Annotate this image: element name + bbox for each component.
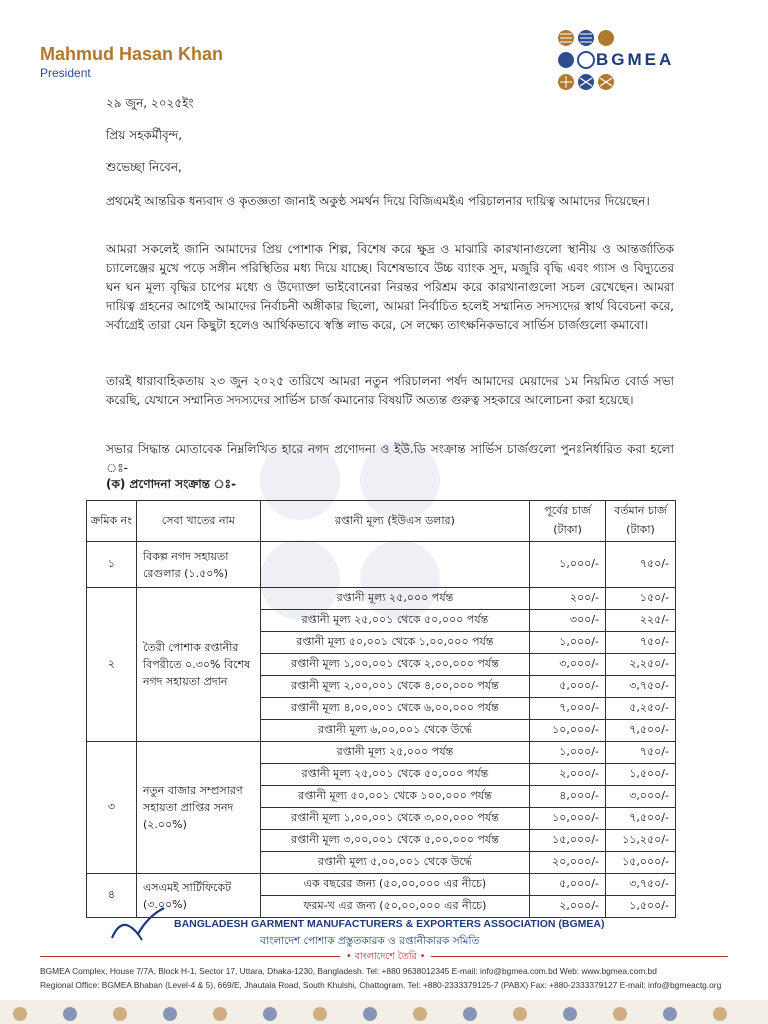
footer-tagline: • বাংলাদেশে তৈরি • [340,950,431,965]
president-name: Mahmud Hasan Khan [40,44,224,64]
letter-salutation: প্রিয় সহকর্মীবৃন্দ, [106,128,183,142]
cell-previous-charge: ২,০০০/- [530,896,606,918]
logo-wordmark: BGMEA [596,50,675,69]
cell-current-charge: ৭৫০/- [606,742,676,764]
cell-previous-charge: ৫,০০০/- [530,676,606,698]
cell-export-range: রপ্তানী মূল্য ৩,০০,০০১ থেকে ৫,০০,০০০ পর্যন্ত [260,830,529,852]
footer-feather-icon [108,904,168,944]
cell-export-range: রপ্তানী মূল্য ২৫,০০০ পর্যন্ত [260,742,529,764]
column-header-service: সেবা খাতের নাম [136,501,260,542]
cell-export-range: রপ্তানী মূল্য ২,০০,০০১ থেকে ৪,০০,০০০ পর্যন্ত [260,676,529,698]
letter-paragraph: তারই ধারাবাহিকতায় ২৩ জুন ২০২৫ তারিখে আমরা নতুন পরিচালনা পর্ষদ আমাদের মেয়াদের ১ম নিয়মিত বোর্ড সভা করেছি, যেখানে সম্মানিত সদস্যদের সার্ভিস চার্জ কমানোর বিষয়টি অত্যন্ত গুরুত্ব সহকারে আলোচনা করা হয়েছে। [106,374,674,407]
cell-service-name: তৈরী পোশাক রপ্তানীর বিপরীতে ০.৩০% বিশেষ নগদ সহায়তা প্রদান [136,588,260,742]
cell-previous-charge: ১,০০০/- [530,632,606,654]
letter-greeting: শুভেচ্ছা নিবেন, [106,160,182,174]
table-row [87,742,676,764]
table-header-row [87,501,676,542]
footer-org-name-bn: বাংলাদেশ পোশাক প্রস্তুতকারক ও রপ্তানীকারক সমিতি [260,935,480,947]
cell-export-range: রপ্তানী মূল্য ৫০,০০১ থেকে ১,০০,০০০ পর্যন্ত [260,632,529,654]
cell-previous-charge: ৩০০/- [530,610,606,632]
cell-export-range: রপ্তানী মূল্য ১,০০,০০১ থেকে ২,০০,০০০ পর্যন্ত [260,654,529,676]
cell-export-range: ফরম-খ এর জন্য (৫০,০০,০০০ এর নীচে) [260,896,529,918]
cell-current-charge: ২২৫/- [606,610,676,632]
service-charge-table [86,500,676,918]
cell-export-range: রপ্তানী মূল্য ২৫,০০০ পর্যন্ত [260,588,529,610]
cell-serial: ৪ [87,874,137,918]
cell-export-range: রপ্তানী মূল্য ২৫,০০১ থেকে ৫০,০০০ পর্যন্ত [260,610,529,632]
cell-current-charge: ৭৫০/- [606,542,676,588]
cell-current-charge: ৩,৭৫০/- [606,874,676,896]
cell-previous-charge: ১,০০০/- [530,742,606,764]
table-body [87,542,676,918]
table-row [87,542,676,588]
footer-pattern-strip [0,1000,768,1024]
column-header-serial: ক্রমিক নং [87,501,137,542]
column-header-previous-charge: পূর্বের চার্জ (টাকা) [530,501,606,542]
cell-previous-charge: ২,০০০/- [530,764,606,786]
footer-address-regional-office: Regional Office: BGMEA Bhaban (Level-4 & 5), 669/E, Jhautala Road, South Khulshi, Chattogram. Tel: +880-2333379125-7 (PABX) Fax: +880-2333379127 E-mail: info@bgmeactg.org [40,980,722,990]
cell-current-charge: ২,২৫০/- [606,654,676,676]
cell-current-charge: ১৫,০০০/- [606,852,676,874]
letter-paragraph: আমরা সকলেই জানি আমাদের প্রিয় পোশাক শিল্প, বিশেষ করে ক্ষুদ্র ও মাঝারি কারখানাগুলো স্থানীয় ও আন্তর্জাতিক চ্যালেঞ্জের মুখে পড়ে সঙ্গীন পরিস্থিতির মধ্য দিয়ে যাচ্ছে। বিশেষভাবে উচ্চ ব্যাংক সুদ, মজুরি বৃদ্ধি এবং গ্যাস ও বিদ্যুতের ঘন ঘন মূল্য বৃদ্ধির চাপের মধ্যে ও উদ্যোক্তা ভাইবোনেরা নিরন্তর পরিশ্রম করে কারখানাগুলো সচল রেখেছেন। আমরা দায়িত্ব গ্রহনের আগেই আমাদের নির্বাচনী অঙ্গীকার ছিলো, আমরা নির্বাচিত হলেই সম্মানিত সদস্যদের স্বার্থ বিবেচনা করে, সর্বাগ্রেই তারা যেন কিছুটা হলেও আর্থিকভাবে স্বস্তি লাভ করে, সে লক্ষ্যে তাৎক্ষনিকভাবে সার্ভিস চার্জগুলো কমাবো। [106,242,674,332]
cell-export-range: রপ্তানী মূল্য ৫০,০০১ থেকে ১০০,০০০ পর্যন্ত [260,786,529,808]
letter-date: ২৯ জুন, ২০২৫ইং [106,96,194,110]
cell-export-range: এক বছরের জন্য (৫০,০০,০০০ এর নীচে) [260,874,529,896]
cell-current-charge: ৭৫০/- [606,632,676,654]
cell-serial: ২ [87,588,137,742]
cell-previous-charge: ১০,০০০/- [530,808,606,830]
cell-service-name: এসএমই সার্টিফিকেট (৩.০০%) [136,874,260,918]
cell-current-charge: ১,৫০০/- [606,764,676,786]
cell-previous-charge: ৩,০০০/- [530,654,606,676]
cell-export-range: রপ্তানী মূল্য ৬,০০,০০১ থেকে উর্দ্ধে [260,720,529,742]
cell-previous-charge: ৭,০০০/- [530,698,606,720]
column-header-current-charge: বর্তমান চার্জ (টাকা) [606,501,676,542]
cell-current-charge: ৩,০০০/- [606,786,676,808]
cell-previous-charge: ১৫,০০০/- [530,830,606,852]
cell-current-charge: ৭,৫০০/- [606,808,676,830]
cell-export-range [260,542,529,588]
cell-previous-charge: ১,০০০/- [530,542,606,588]
cell-current-charge: ৫,২৫০/- [606,698,676,720]
cell-serial: ৩ [87,742,137,874]
cell-export-range: রপ্তানী মূল্য ৪,০০,০০১ থেকে ৬,০০,০০০ পর্যন্ত [260,698,529,720]
cell-current-charge: ৭,৫০০/- [606,720,676,742]
footer-address-head-office: BGMEA Complex, House 7/7A, Block H-1, Sector 17, Uttara, Dhaka-1230, Bangladesh. Tel: +880 9638012345 E-mail: info@bgmea.com.bd Web: www.bgmea.com.bd [40,966,657,976]
cell-previous-charge: ২০,০০০/- [530,852,606,874]
footer-org-name-en: BANGLADESH GARMENT MANUFACTURERS & EXPORTERS ASSOCIATION (BGMEA) [174,918,605,930]
letter-paragraph: সভার সিদ্ধান্ত মোতাবেক নিম্নলিখিত হারে নগদ প্রণোদনা ও ইউ.ডি সংক্রান্ত সার্ভিস চার্জগুলো পুনঃনির্ধারিত করা হলো ঃ- [106,442,674,475]
letter-paragraph: প্রথমেই আন্তরিক ধন্যবাদ ও কৃতজ্ঞতা জানাই অকুণ্ঠ সমর্থন দিয়ে বিজিএমইএ পরিচালনার দায়িত্ব আমাদের দিয়েছেন। [106,194,650,208]
cell-current-charge: ১,৫০০/- [606,896,676,918]
cell-current-charge: ১৫০/- [606,588,676,610]
table-row [87,874,676,896]
table-row [87,588,676,610]
cell-serial: ১ [87,542,137,588]
cell-current-charge: ৩,৭৫০/- [606,676,676,698]
cell-previous-charge: ১০,০০০/- [530,720,606,742]
president-title: President [40,66,91,80]
cell-previous-charge: ২০০/- [530,588,606,610]
cell-previous-charge: ৫,০০০/- [530,874,606,896]
section-heading: (ক) প্রণোদনা সংক্রান্ত ঃ- [106,477,236,491]
column-header-export-value: রপ্তানী মূল্য (ইউএস ডলার) [260,501,529,542]
cell-export-range: রপ্তানী মূল্য ১,০০,০০১ থেকে ৩,০০,০০০ পর্যন্ত [260,808,529,830]
cell-previous-charge: ৪,০০০/- [530,786,606,808]
cell-current-charge: ১১,২৫০/- [606,830,676,852]
cell-export-range: রপ্তানী মূল্য ২৫,০০১ থেকে ৫০,০০০ পর্যন্ত [260,764,529,786]
cell-service-name: নতুন বাজার সম্প্রসারণ সহায়তা প্রাপ্তির সনদ (২.০০%) [136,742,260,874]
cell-service-name: বিকল্প নগদ সহায়তা রেগুলার (১.৫০%) [136,542,260,588]
cell-export-range: রপ্তানী মূল্য ৫,০০,০০১ থেকে উর্দ্ধে [260,852,529,874]
